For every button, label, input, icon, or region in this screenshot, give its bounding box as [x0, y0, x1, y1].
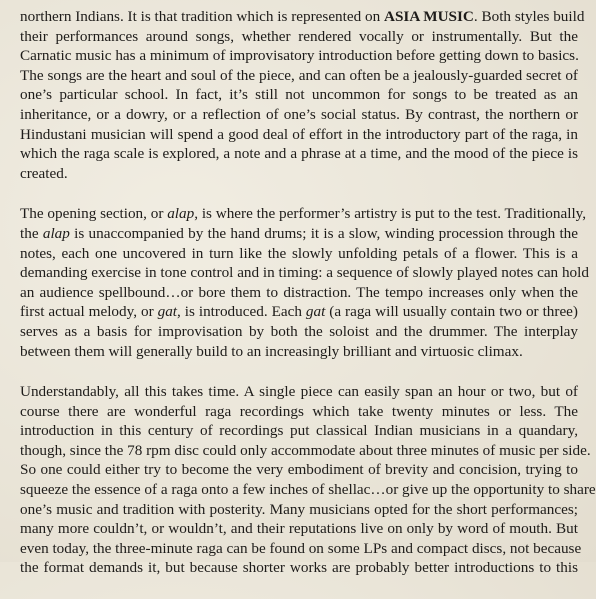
- text-line: [20, 125, 578, 145]
- text-line: [20, 402, 578, 422]
- text-run: So one could either try to become the very embodiment of brevity and concision, trying to: [20, 461, 578, 479]
- text-line: [20, 421, 578, 441]
- text-run: notes, each one uncovered in turn like the slowly unfolding petals of a flower. This is a: [20, 244, 578, 262]
- text-line: [20, 27, 578, 47]
- text-line: [20, 46, 578, 66]
- text-line: [20, 224, 578, 244]
- text-run: introduction in this century of recordings put classical Indian musicians in a quandary,: [20, 422, 578, 440]
- text-line: [20, 441, 591, 461]
- italic-term: gat: [157, 303, 178, 321]
- text-run: between them will generally build to an increasingly brilliant and virtuosic climax.: [20, 342, 523, 360]
- text-run: , is introduced. Each: [177, 303, 306, 321]
- text-line: [20, 164, 578, 184]
- text-run: northern Indians. It is that tradition which is represented on: [20, 8, 384, 25]
- text-run: first actual melody, or: [20, 303, 158, 321]
- text-run: The opening section, or: [20, 205, 168, 223]
- text-run: Understandably, all this takes time. A single piece can easily span an hour or two, but of: [20, 383, 578, 401]
- text-line: [20, 480, 596, 500]
- text-line: [20, 322, 578, 342]
- paragraph: [20, 204, 589, 361]
- text-run: the: [20, 224, 43, 242]
- text-run: the format demands it, but because shorter works are probably better introductions to this: [20, 559, 578, 577]
- text-line: [20, 558, 578, 578]
- text-run: one’s music and tradition with posterity. Many musicians opted for the short performances;: [20, 500, 578, 518]
- text-run: course there are wonderful raga recordings which take twenty minutes or less. The: [20, 402, 578, 420]
- bold-text: ASIA MUSIC: [384, 8, 474, 25]
- text-run: Carnatic music has a minimum of improvisatory introduction before getting down to basics.: [20, 47, 579, 65]
- text-run: even today, the three-minute raga can be found on some LPs and compact discs, not because: [20, 539, 582, 557]
- text-run: squeeze the essence of a raga onto a few inches of shellac…or give up the opportunity to share: [20, 481, 596, 499]
- text-line: [20, 244, 578, 264]
- italic-term: alap: [42, 224, 70, 242]
- text-run: , is where the performer’s artistry is put to the test. Traditionally,: [194, 205, 587, 223]
- text-line: [20, 342, 578, 362]
- italic-term: alap: [167, 205, 195, 223]
- text-run: which the raga scale is explored, a note and a phrase at a time, and the mood of the piece is: [20, 145, 578, 163]
- text-line: [20, 66, 578, 86]
- text-line: [20, 302, 578, 322]
- paragraph: [20, 7, 585, 183]
- text-run: created.: [20, 164, 68, 182]
- text-line: [20, 144, 578, 164]
- text-run: though, since the 78 rpm disc could only accommodate about three minutes of music per side.: [20, 441, 591, 459]
- text-run: serves as a basis for improvisation by both the soloist and the drummer. The interplay: [20, 322, 578, 340]
- italic-term: gat: [305, 303, 326, 321]
- text-run: is unaccompanied by the hand drums; it is a slow, winding procession through the: [69, 224, 578, 242]
- paragraph: [20, 382, 596, 578]
- text-line: [20, 85, 578, 105]
- text-line: [20, 539, 582, 559]
- text-run: demanding exercise in tone control and in timing: a sequence of slowly played notes can hold: [20, 264, 589, 282]
- text-line: [20, 7, 585, 27]
- text-run: their performances around songs, whether rendered vocally or instrumentally. But the: [20, 27, 578, 45]
- text-line: [20, 382, 578, 402]
- text-run: an audience spellbound…or bore them to distraction. The tempo increases only when the: [20, 283, 578, 301]
- text-line: [20, 204, 587, 224]
- text-run: The songs are the heart and soul of the piece, and can often be a jealously-guarded secret of: [20, 66, 578, 84]
- text-run: . Both styles build: [473, 8, 585, 25]
- text-line: [20, 460, 578, 480]
- text-line: [20, 283, 578, 303]
- body-text: [20, 7, 596, 599]
- text-run: Hindustani musician will spend a good deal of effort in the introductory part of the raga, in: [20, 125, 578, 143]
- text-line: [20, 519, 578, 539]
- text-run: many more couldn’t, or wouldn’t, and their reputations live on only by word of mouth. But: [20, 520, 578, 538]
- text-run: (a raga will usually contain two or three): [325, 303, 578, 321]
- text-run: inheritance, or a dowry, or a reflection of one’s social status. By contrast, the northern or: [20, 105, 578, 123]
- text-line: [20, 105, 578, 125]
- text-run: one’s particular school. In fact, it’s still not uncommon for songs to be treated as an: [20, 86, 578, 104]
- text-line: [20, 500, 578, 520]
- text-line: [20, 263, 589, 283]
